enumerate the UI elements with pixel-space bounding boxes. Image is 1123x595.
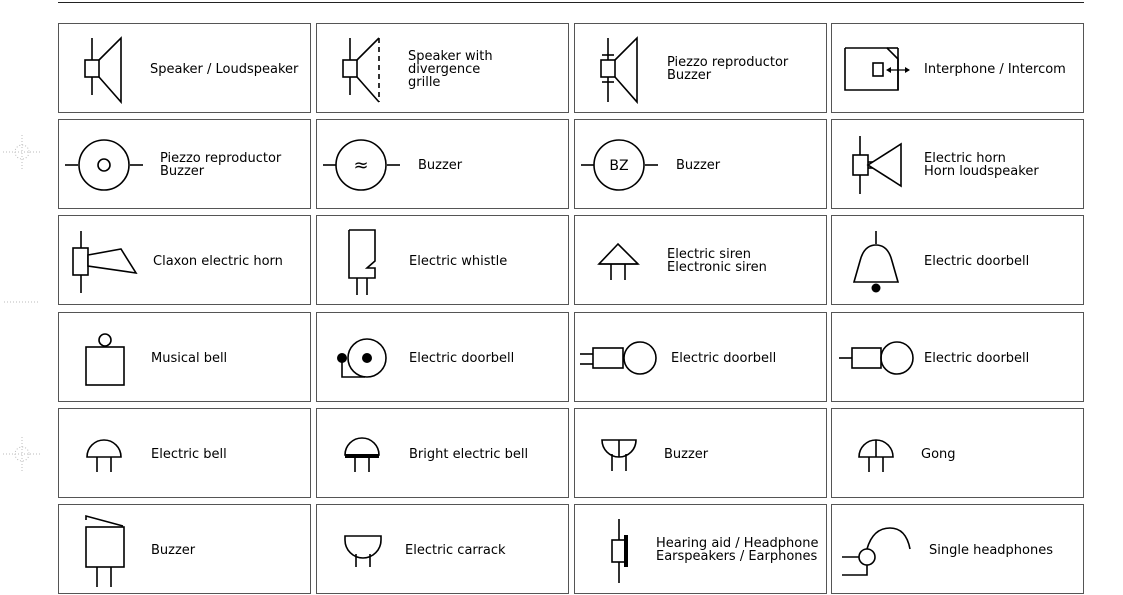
crosshair-guide-icon xyxy=(0,130,44,174)
symbol-label: Musical bell xyxy=(151,350,228,366)
dotted-guide-icon xyxy=(0,296,44,308)
bz-glyph: BZ xyxy=(609,158,629,174)
symbol-cell xyxy=(574,312,827,402)
symbol-label: Electric doorbell xyxy=(924,253,1030,269)
symbol-label: Interphone / Intercom xyxy=(924,61,1066,77)
symbol-label: Bright electric bell xyxy=(409,446,529,462)
symbol-label: Buzzer xyxy=(418,157,463,173)
symbol-label: Buzzer xyxy=(151,542,196,558)
symbol-cell xyxy=(316,119,569,209)
symbol-label: Buzzer xyxy=(664,446,709,462)
symbol-label: Speaker with divergence grille xyxy=(408,48,493,90)
symbol-label: Electric carrack xyxy=(405,542,506,558)
symbol-label: Electric bell xyxy=(151,446,227,462)
symbol-cell xyxy=(316,408,569,498)
symbol-label: Piezzo reproductor Buzzer xyxy=(160,151,282,179)
symbol-label: Single headphones xyxy=(929,542,1054,558)
symbol-label: Speaker / Loudspeaker xyxy=(150,61,299,77)
symbol-label: Electric doorbell xyxy=(924,350,1030,366)
symbol-label: Piezzo reproductor Buzzer xyxy=(667,55,789,83)
symbol-label: Gong xyxy=(921,446,956,462)
symbol-cell xyxy=(831,215,1084,305)
top-rule xyxy=(58,2,1084,3)
symbol-cell xyxy=(316,215,569,305)
symbol-label: Hearing aid / Headphone Earspeakers / Earphones xyxy=(656,536,819,564)
symbol-cell xyxy=(831,408,1084,498)
gong-icon xyxy=(832,409,1085,499)
symbol-label: Claxon electric horn xyxy=(153,253,283,269)
symbol-label: Electric siren Electronic siren xyxy=(667,247,767,275)
symbol-cell xyxy=(831,119,1084,209)
symbol-label: Electric doorbell xyxy=(671,350,777,366)
symbol-cell xyxy=(58,408,311,498)
symbol-cell xyxy=(58,312,311,402)
symbol-cell xyxy=(316,23,569,113)
symbol-cell xyxy=(574,119,827,209)
symbol-cell xyxy=(58,504,311,594)
symbol-cell xyxy=(574,215,827,305)
crosshair-guide-icon xyxy=(0,432,44,476)
tilde-glyph: ≈ xyxy=(353,155,369,176)
symbol-cell xyxy=(316,504,569,594)
symbol-cell xyxy=(574,504,827,594)
symbol-cell xyxy=(58,215,311,305)
symbol-cell xyxy=(574,23,827,113)
symbol-cell xyxy=(58,23,311,113)
symbol-label: Electric whistle xyxy=(409,253,508,269)
symbol-cell xyxy=(58,119,311,209)
symbol-cell xyxy=(316,312,569,402)
symbol-cell xyxy=(831,504,1084,594)
symbol-label: Electric doorbell xyxy=(409,350,515,366)
symbol-cell xyxy=(574,408,827,498)
symbol-cell xyxy=(831,312,1084,402)
symbol-cell xyxy=(831,23,1084,113)
symbol-label: Electric horn Horn loudspeaker xyxy=(924,151,1039,179)
symbol-label: Buzzer xyxy=(676,157,721,173)
